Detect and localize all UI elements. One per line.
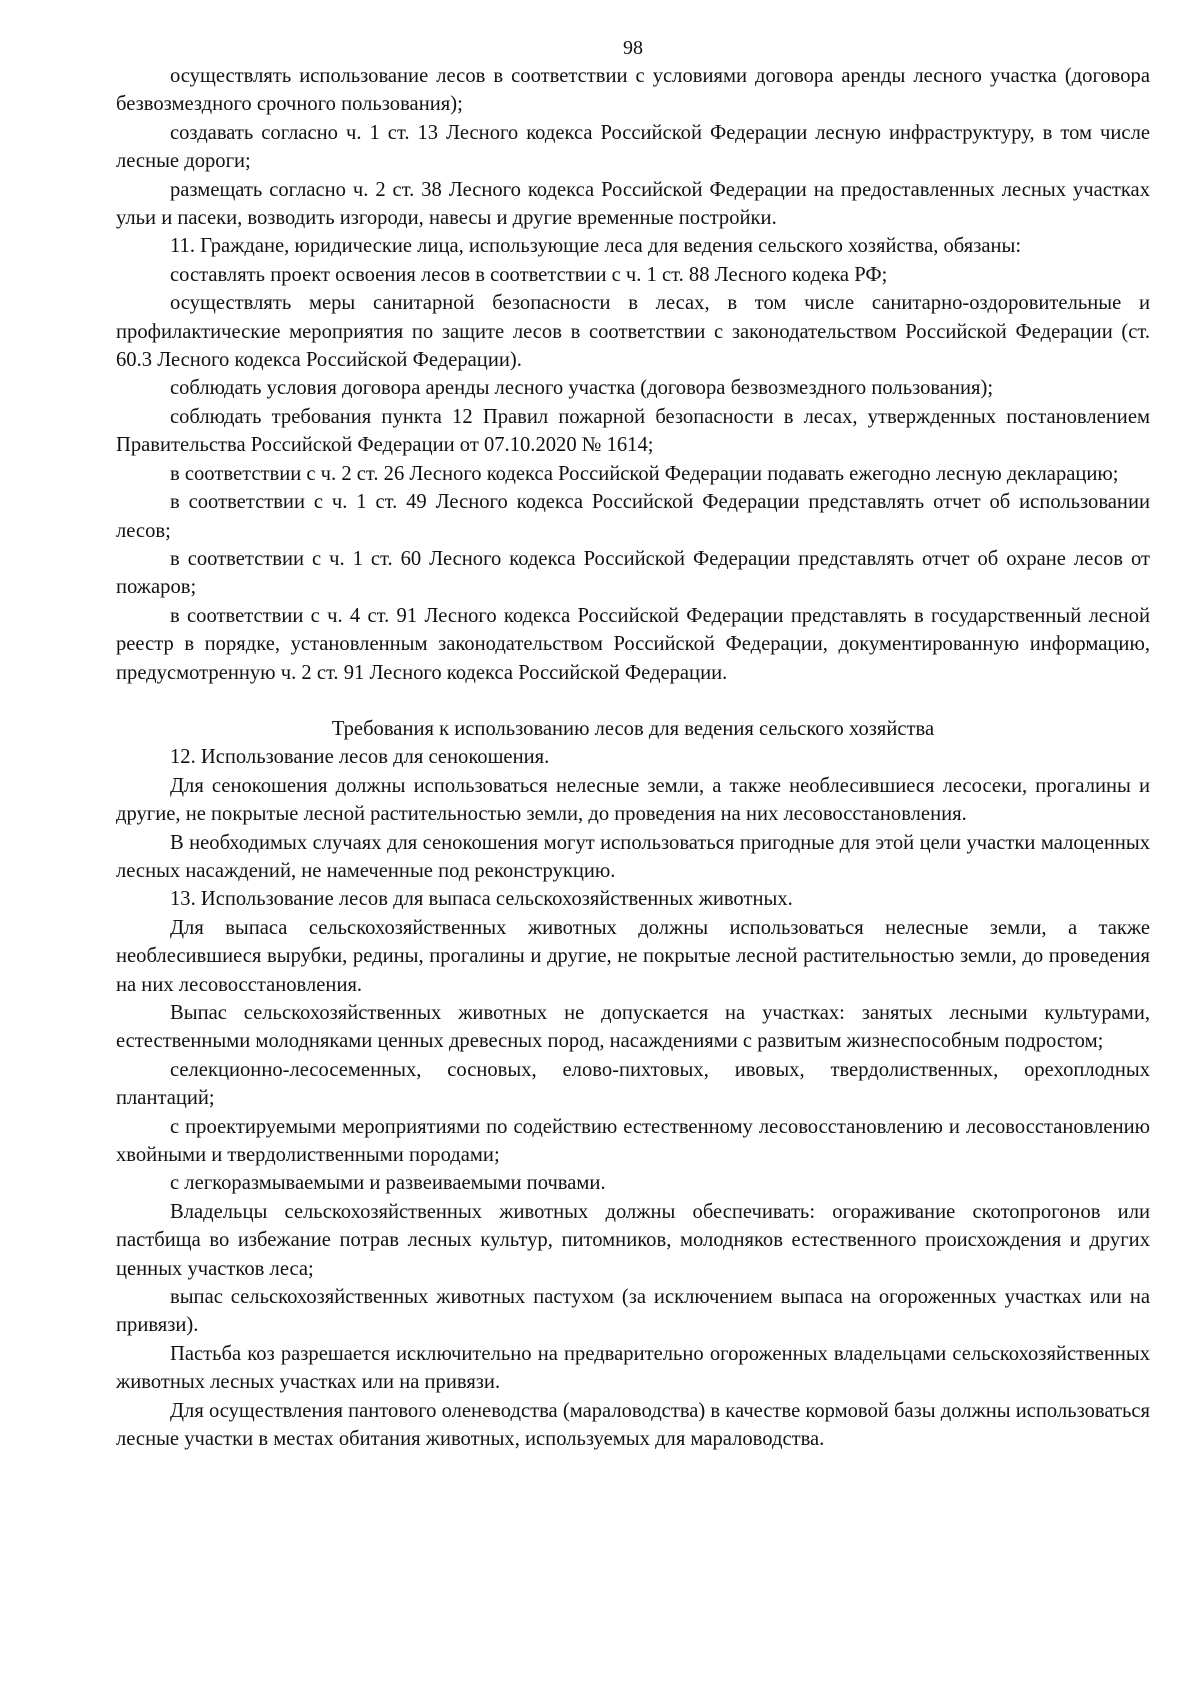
section-spacer: [116, 687, 1150, 715]
paragraph: с легкоразмываемыми и развеиваемыми почвами.: [170, 1172, 606, 1195]
paragraph: в соответствии с ч. 2 ст. 26 Лесного кодекса Российской Федерации подавать ежегодно лесную декларацию;: [170, 462, 1119, 485]
document-page: [116, 34, 1150, 1454]
paragraph: Для сенокошения должны использоваться нелесные земли, а также необлесившиеся лесосеки, прогалины и другие, не покрытые лесной растительностью земли, до проведения на них лесовосстановления.: [116, 774, 1150, 826]
paragraph: селекционно-лесосеменных, сосновых, елово-пихтовых, ивовых, твердолиственных, орехоплодных плантаций;: [116, 1058, 1150, 1110]
paragraph: Для выпаса сельскохозяйственных животных должны использоваться нелесные земли, а также необлесившиеся вырубки, редины, прогалины и другие, не покрытые лесной растительностью земли, до проведения на них лесовосстановления.: [116, 916, 1150, 996]
paragraph: соблюдать требования пункта 12 Правил пожарной безопасности в лесах, утвержденных постановлением Правительства Российской Федерации от 07.10.2020 № 1614;: [116, 405, 1150, 457]
paragraph: Для осуществления пантового оленеводства (мараловодства) в качестве кормовой базы должны использоваться лесные участки в местах обитания животных, используемых для мараловодства.: [116, 1399, 1150, 1451]
bottom-section: [116, 743, 1150, 1453]
page-number: 98: [623, 37, 643, 59]
paragraph: Владельцы сельскохозяйственных животных должны обеспечивать: огораживание скотопрогонов или пастбища во избежание потрав лесных культур, питомников, молодняков естественного происхождения и других ценных участков леса;: [116, 1200, 1150, 1280]
paragraph: соблюдать условия договора аренды лесного участка (договора безвозмездного пользования);: [170, 377, 994, 400]
paragraph: составлять проект освоения лесов в соответствии с ч. 1 ст. 88 Лесного кодека РФ;: [170, 263, 888, 286]
paragraph: 11. Граждане, юридические лица, использующие леса для ведения сельского хозяйства, обязаны:: [170, 235, 1022, 258]
top-section: [116, 62, 1150, 687]
paragraph: В необходимых случаях для сенокошения могут использоваться пригодные для этой цели участки малоценных лесных насаждений, не намеченные под реконструкцию.: [116, 831, 1150, 882]
paragraph: в соответствии с ч. 1 ст. 60 Лесного кодекса Российской Федерации представлять отчет об охране лесов от пожаров;: [116, 547, 1150, 599]
paragraph: в соответствии с ч. 1 ст. 49 Лесного кодекса Российской Федерации представлять отчет об использовании лесов;: [116, 491, 1150, 542]
section-heading: Требования к использованию лесов для ведения сельского хозяйства: [331, 717, 935, 740]
paragraph: 12. Использование лесов для сенокошения.: [170, 746, 550, 769]
paragraph: Пастьба коз разрешается исключительно на предварительно огороженных владельцами сельскохозяйственных животных лесных участках или на привязи.: [116, 1342, 1150, 1394]
paragraph: с проектируемыми мероприятиями по содействию естественному лесовосстановлению и лесовосстановлению хвойными и твердолиственными породами;: [116, 1115, 1150, 1167]
paragraph: Выпас сельскохозяйственных животных не допускается на участках: занятых лесными культурами, естественными молодняками ценных древесных пород, насаждениями с развитым жизнеспособным подростом;: [116, 1002, 1150, 1053]
paragraph: осуществлять меры санитарной безопасности в лесах, в том числе санитарно-оздоровительные и профилактические мероприятия по защите лесов в соответствии с законодательством Российской Федерации (ст. 60.3 Лесного кодекса Российской Федерации).: [116, 292, 1150, 372]
paragraph: создавать согласно ч. 1 ст. 13 Лесного кодекса Российской Федерации лесную инфраструктуру, в том числе лесные дороги;: [116, 121, 1150, 173]
paragraph: осуществлять использование лесов в соответствии с условиями договора аренды лесного участка (договора безвозмездного срочного пользования);: [116, 65, 1150, 116]
paragraph: размещать согласно ч. 2 ст. 38 Лесного кодекса Российской Федерации на предоставленных лесных участках ульи и пасеки, возводить изгороди, навесы и другие временные постройки.: [116, 178, 1150, 230]
paragraph: в соответствии с ч. 4 ст. 91 Лесного кодекса Российской Федерации представлять в государственный лесной реестр в порядке, установленным законодательством Российской Федерации, документированную информацию, предусмотренную ч. 2 ст. 91 Лесного кодекса Российской Федерации.: [116, 604, 1150, 684]
paragraph: 13. Использование лесов для выпаса сельскохозяйственных животных.: [170, 888, 793, 911]
paragraph: выпас сельскохозяйственных животных пастухом (за исключением выпаса на огороженных участках или на привязи).: [116, 1286, 1150, 1337]
